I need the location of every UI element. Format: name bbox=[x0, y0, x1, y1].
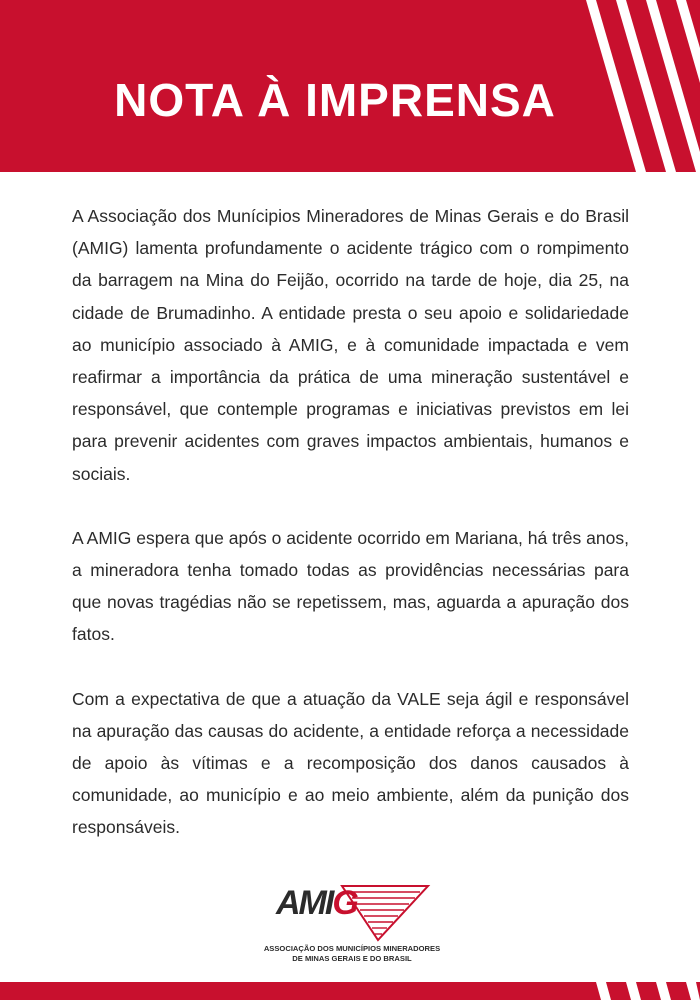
header-banner bbox=[0, 0, 700, 172]
amig-logo bbox=[263, 882, 441, 970]
page-title: NOTA À IMPRENSA bbox=[114, 74, 556, 126]
logo-wordmark-suffix: G bbox=[332, 884, 357, 922]
paragraph-2: A AMIG espera que após o acidente ocorrido em Mariana, há três anos, a mineradora tenha tomado todas as providências necessárias para que novas tragédias não se repetissem, mas, aguarda a apuração dos fatos. bbox=[72, 527, 629, 645]
paragraph-1: A Associação dos Munícipios Mineradores de Minas Gerais e do Brasil (AMIG) lamenta profundamente o acidente trágico com o rompimento da barragem na Mina do Feijão, ocorrido na tarde de hoje, dia 25, na cidade de Brumadinho. A entidade presta o seu apoio e solidariedade ao município associado à AMIG, e à comunidade impactada e vem reafirmar a importância da prática de uma mineração sustentável e responsável, que contemple programas e iniciativas previstos em lei para prevenir acidentes com graves impactos ambientais, humanos e sociais. bbox=[72, 206, 629, 484]
logo-wordmark bbox=[276, 884, 357, 923]
logo-caption-line-1: ASSOCIAÇÃO DOS MUNICÍPIOS MINERADORES bbox=[263, 944, 441, 953]
logo-wordmark-prefix: AMI bbox=[276, 884, 333, 922]
footer-banner bbox=[0, 982, 700, 1000]
footer-background bbox=[0, 982, 700, 1000]
paragraph-3: Com a expectativa de que a atuação da VALE seja ágil e responsável na apuração das causas do acidente, a entidade reforça a necessidade de apoio às vítimas e a recomposição dos danos causados à comunidade, ao município e ao meio ambiente, além da punição dos responsáveis. bbox=[72, 688, 629, 838]
logo-caption bbox=[254, 944, 450, 964]
press-release-body bbox=[72, 200, 629, 844]
logo-caption-line-2: DE MINAS GERAIS E DO BRASIL bbox=[292, 954, 412, 963]
